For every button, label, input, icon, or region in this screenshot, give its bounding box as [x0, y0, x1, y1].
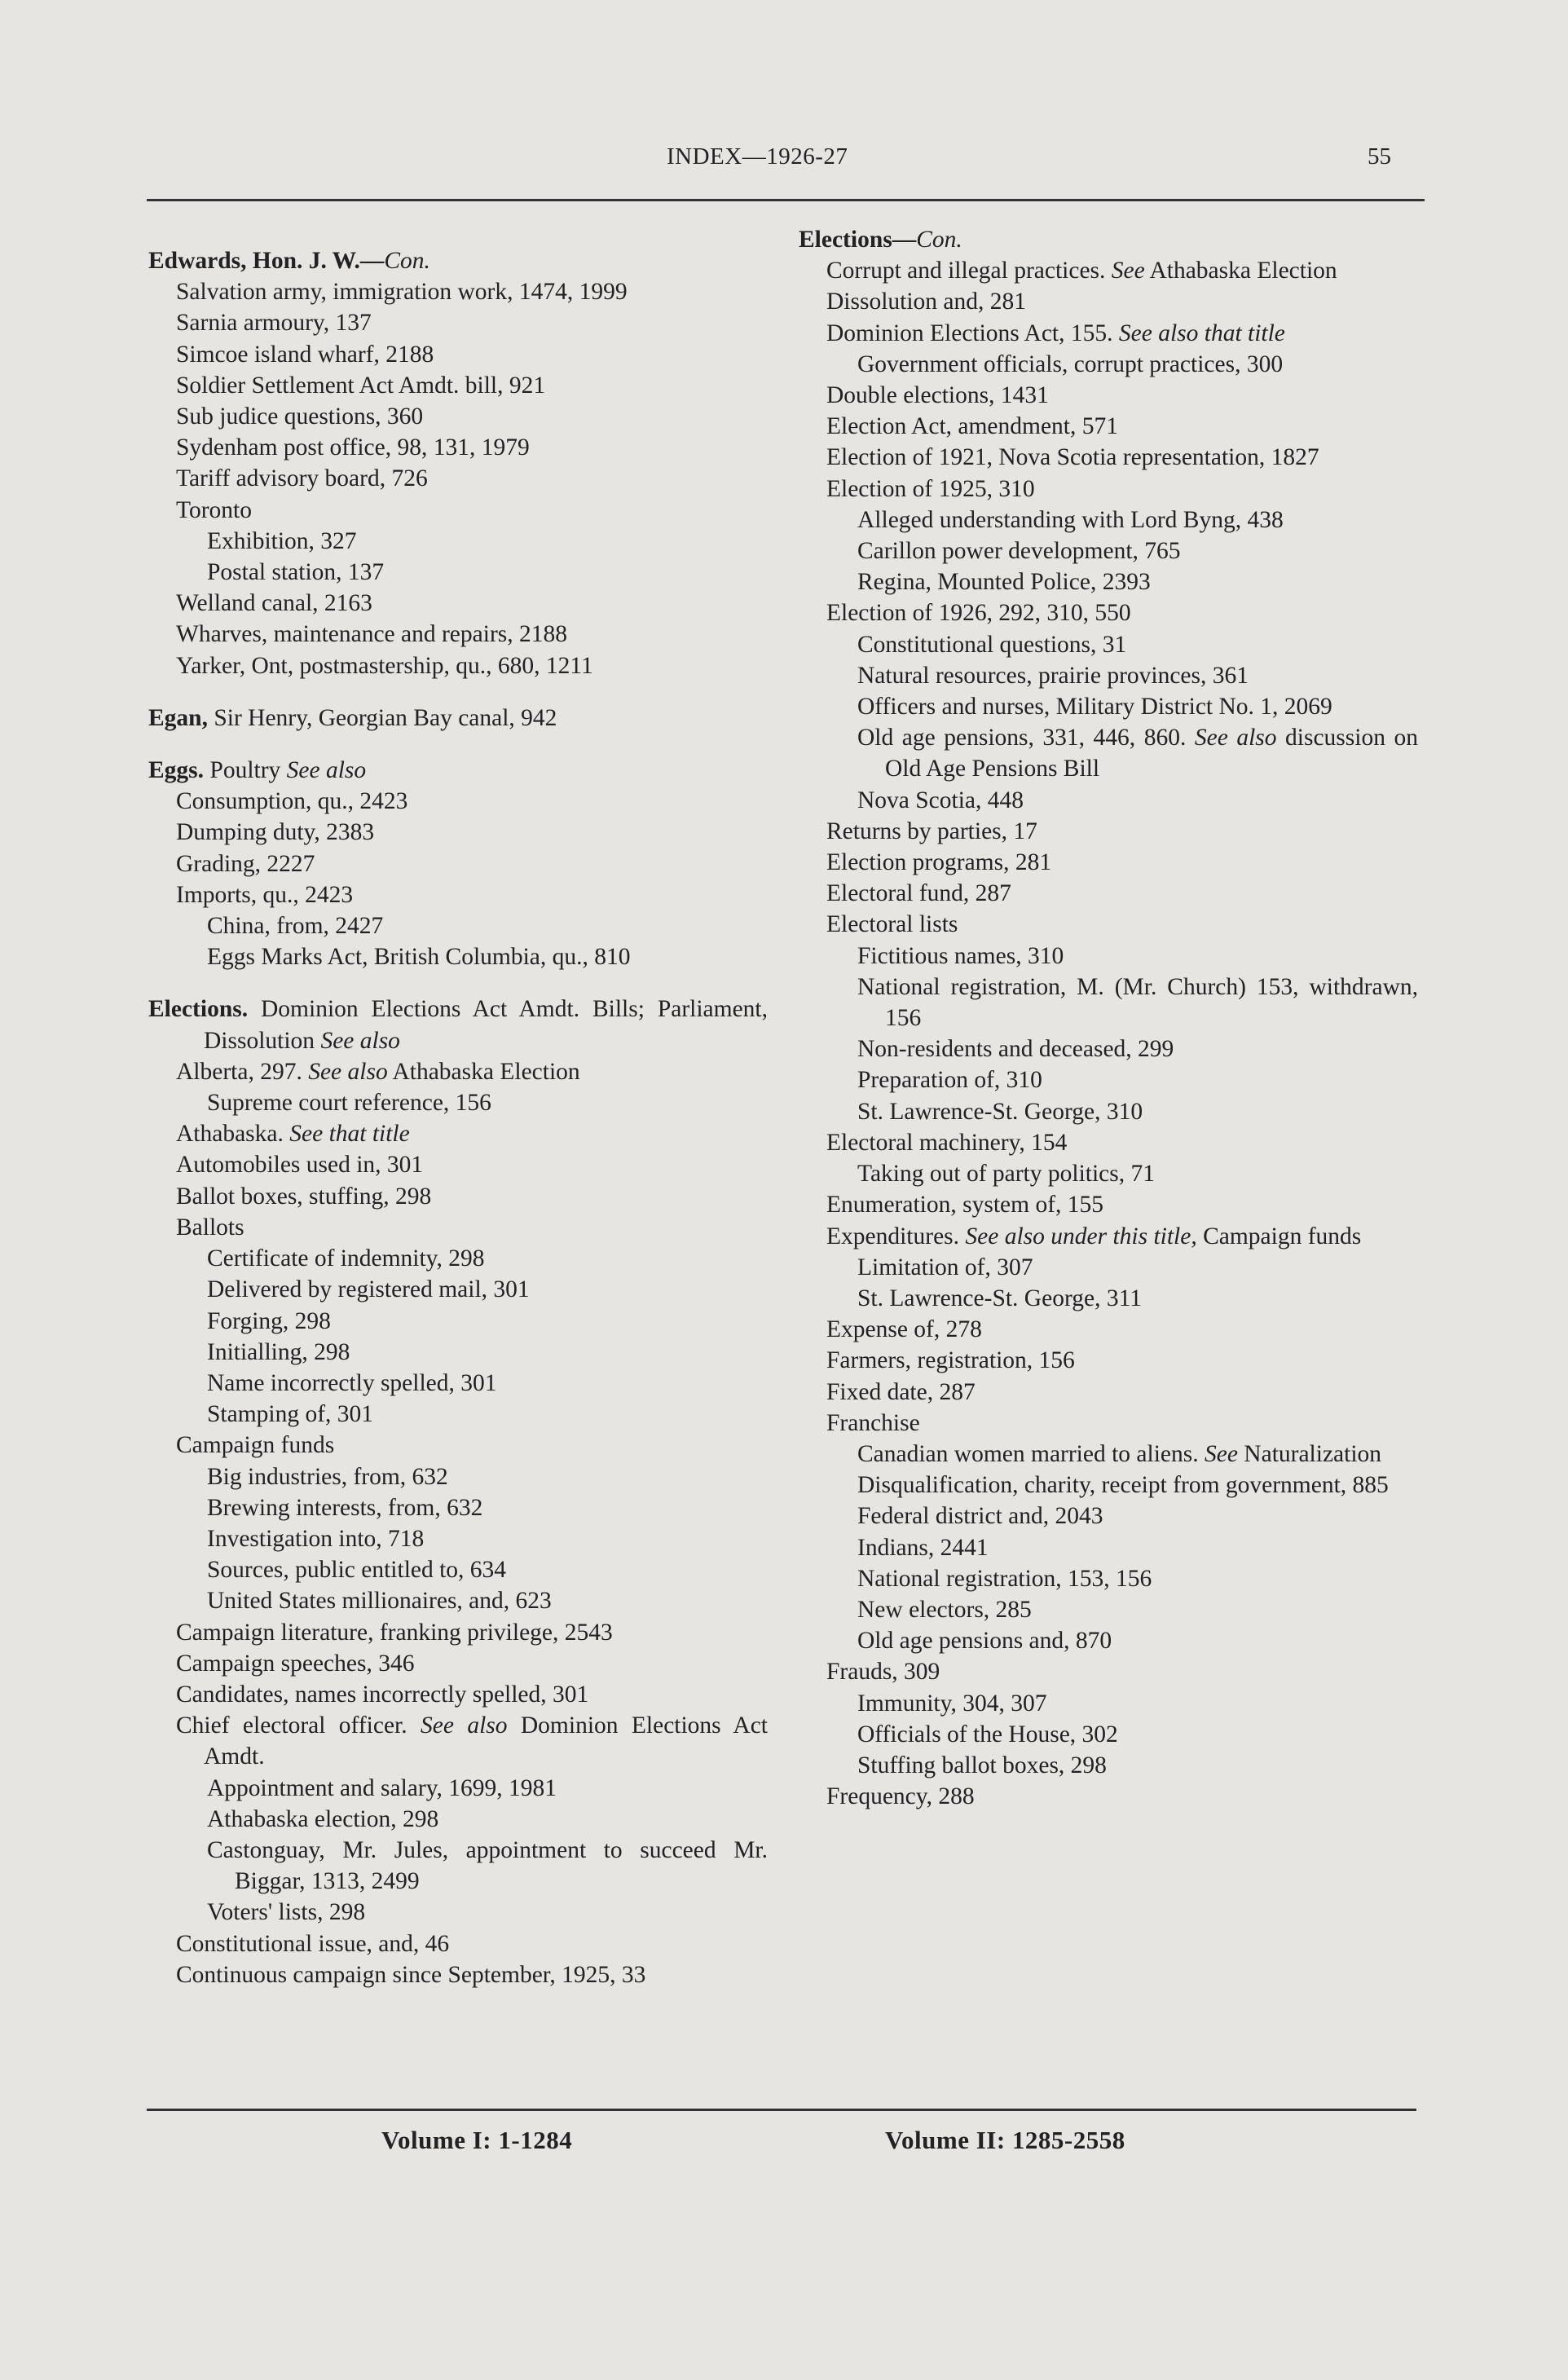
- index-subentry: [799, 286, 1418, 317]
- index-subentry: [148, 401, 768, 432]
- heading-bold-text: Eggs.: [148, 757, 205, 784]
- index-subentry: [799, 411, 1418, 442]
- index-subsubentry: [799, 1158, 1418, 1189]
- index-subsubentry: [148, 1243, 768, 1274]
- entry-text: Constitutional issue, and, 46: [176, 1930, 450, 1957]
- entry-text: Supreme court reference, 156: [207, 1090, 491, 1117]
- index-subsubentry: [148, 1306, 768, 1337]
- index-subentry: [799, 847, 1418, 878]
- entry-text: Frauds, 309: [826, 1659, 940, 1686]
- entry-text: Corrupt and illegal practices.: [826, 258, 1106, 284]
- entry-cross-reference: See also: [1186, 725, 1277, 751]
- header-rule: [147, 199, 1425, 201]
- entry-text: Regina, Mounted Police, 2393: [857, 569, 1151, 596]
- entry-text: Officers and nurses, Military District No. 1, 2069: [857, 694, 1332, 721]
- index-subsubentry: [799, 1096, 1418, 1127]
- index-subentry: [799, 1189, 1418, 1220]
- index-subsubentry: [799, 1501, 1418, 1532]
- index-subentry: [148, 1959, 768, 1990]
- page-number: 55: [1368, 143, 1391, 170]
- index-subsubentry: [148, 1399, 768, 1430]
- footer-volume-1: Volume I: 1-1284: [381, 2126, 573, 2154]
- entry-text-continued: discussion on Old Age Pensions Bill: [885, 725, 1418, 782]
- entry-text-continued: Athabaska Election: [387, 1058, 580, 1085]
- entry-text: Imports, qu., 2423: [176, 881, 354, 908]
- entry-text: Appointment and salary, 1699, 1981: [207, 1774, 557, 1801]
- entry-cross-reference: See also that title: [1112, 320, 1285, 346]
- entry-text: Postal station, 137: [207, 559, 385, 586]
- index-subsubentry: [148, 1337, 768, 1368]
- entry-text: Exhibition, 327: [207, 527, 357, 554]
- index-subsubentry: [148, 526, 768, 557]
- entry-text: Electoral machinery, 154: [826, 1129, 1068, 1156]
- entry-text: Electoral fund, 287: [826, 880, 1011, 907]
- entry-text: Yarker, Ont, postmastership, qu., 680, 1211: [176, 652, 593, 679]
- index-subsubentry: [799, 691, 1418, 722]
- index-subsubentry: [148, 1461, 768, 1492]
- index-subentry: [799, 255, 1418, 286]
- entry-cross-reference: See also: [280, 757, 367, 784]
- entry-text: Fixed date, 287: [826, 1378, 976, 1405]
- entry-text: Salvation army, immigration work, 1474, 1999: [176, 279, 628, 306]
- index-subsubentry: [799, 941, 1418, 972]
- index-subentry: [799, 816, 1418, 847]
- entry-text: Election of 1925, 310: [826, 475, 1035, 502]
- index-subentry: [799, 474, 1418, 505]
- index-subsubentry: [148, 1835, 768, 1897]
- heading-bold-text: Edwards, Hon. J. W.—: [148, 248, 385, 274]
- index-subentry: [799, 1314, 1418, 1345]
- entry-cross-reference: See also: [302, 1058, 388, 1085]
- index-subsubentry: [148, 1368, 768, 1399]
- index-subentry: [148, 1181, 768, 1212]
- entry-text: Forging, 298: [207, 1307, 331, 1334]
- entry-text: Sources, public entitled to, 634: [207, 1557, 507, 1584]
- index-subentry: [148, 432, 768, 463]
- entry-text: Automobiles used in, 301: [176, 1152, 424, 1179]
- index-heading: [148, 994, 768, 1056]
- heading-bold-text: Egan,: [148, 704, 208, 731]
- entry-text: Farmers, registration, 156: [826, 1347, 1075, 1374]
- entry-text: Taking out of party politics, 71: [857, 1161, 1155, 1188]
- index-subentry: [799, 442, 1418, 473]
- entry-text: Disqualification, charity, receipt from government, 885: [857, 1472, 1389, 1499]
- index-subsubentry: [799, 785, 1418, 816]
- entry-text: Dissolution and, 281: [826, 289, 1027, 315]
- index-subentry: [799, 1377, 1418, 1408]
- entry-text: Dumping duty, 2383: [176, 819, 375, 846]
- entry-text: Double elections, 1431: [826, 382, 1049, 409]
- entry-text: Election programs, 281: [826, 849, 1052, 876]
- entry-text: Election Act, amendment, 571: [826, 413, 1119, 440]
- index-subsubentry: [148, 1087, 768, 1118]
- index-subsubentry: [799, 505, 1418, 536]
- index-subsubentry: [148, 1274, 768, 1305]
- index-subentry: [148, 1928, 768, 1959]
- entry-text: St. Lawrence-St. George, 310: [857, 1098, 1143, 1125]
- index-subsubentry: [799, 536, 1418, 566]
- footer-rule: [147, 2109, 1416, 2111]
- entry-text: National registration, M. (Mr. Church) 153, withdrawn, 156: [857, 973, 1418, 1032]
- index-subentry: [148, 650, 768, 681]
- entry-text: Athabaska.: [176, 1121, 284, 1148]
- entry-text: Delivered by registered mail, 301: [207, 1276, 530, 1303]
- entry-text: Alberta, 297.: [176, 1058, 302, 1085]
- index-subsubentry: [148, 1585, 768, 1616]
- entry-text: Federal district and, 2043: [857, 1503, 1103, 1530]
- entry-text: Brewing interests, from, 632: [207, 1494, 483, 1521]
- entry-text: Soldier Settlement Act Amdt. bill, 921: [176, 372, 546, 399]
- entry-text: Stamping of, 301: [207, 1401, 374, 1428]
- index-subsubentry: [799, 1532, 1418, 1563]
- index-subentry: [148, 619, 768, 650]
- entry-text: Continuous campaign since September, 1925, 33: [176, 1961, 646, 1988]
- entry-text: Stuffing ballot boxes, 298: [857, 1752, 1107, 1778]
- index-subsubentry: [799, 629, 1418, 660]
- entry-cross-reference: Con.: [916, 227, 962, 253]
- index-subentry: [148, 463, 768, 494]
- entry-text: Preparation of, 310: [857, 1067, 1042, 1094]
- entry-cross-reference: See that title: [283, 1121, 410, 1148]
- entry-text: National registration, 153, 156: [857, 1565, 1152, 1592]
- index-subentry: [148, 1056, 768, 1087]
- index-subentry: [799, 597, 1418, 628]
- entry-text: Canadian women married to aliens.: [857, 1440, 1199, 1467]
- index-heading: [148, 245, 768, 276]
- entry-text: Dominion Elections Act, 155.: [826, 320, 1113, 346]
- index-subsubentry: [148, 1523, 768, 1554]
- entry-text: Old age pensions, 331, 446, 860.: [857, 725, 1187, 751]
- index-subentry: [148, 1430, 768, 1461]
- index-subentry: [148, 1212, 768, 1243]
- entry-text: Franchise: [826, 1409, 920, 1436]
- entry-text: Ballots: [176, 1214, 244, 1241]
- entry-text: Carillon power development, 765: [857, 538, 1181, 565]
- index-subsubentry: [799, 722, 1418, 784]
- index-subentry: [148, 370, 768, 401]
- index-subentry: [799, 878, 1418, 909]
- index-subentry: [148, 276, 768, 307]
- entry-text-continued: Naturalization: [1237, 1440, 1382, 1467]
- entry-text: Grading, 2227: [176, 850, 315, 877]
- entry-text: Campaign speeches, 346: [176, 1650, 415, 1677]
- entry-text: Limitation of, 307: [857, 1254, 1033, 1280]
- entry-text: Sydenham post office, 98, 131, 1979: [176, 434, 530, 461]
- entry-cross-reference: See: [1105, 258, 1145, 284]
- index-subsubentry: [799, 1034, 1418, 1064]
- entry-text: Expense of, 278: [826, 1316, 982, 1343]
- index-subentry: [799, 1408, 1418, 1439]
- entry-cross-reference: See also: [315, 1027, 400, 1054]
- entry-cross-reference: See also under this title,: [959, 1223, 1197, 1250]
- entry-text: Returns by parties, 17: [826, 818, 1037, 844]
- index-subsubentry: [148, 1897, 768, 1928]
- index-subsubentry: [799, 1719, 1418, 1750]
- index-subsubentry: [799, 972, 1418, 1034]
- index-subentry: [148, 1149, 768, 1180]
- entry-text: Big industries, from, 632: [207, 1463, 448, 1490]
- entry-text-continued: Athabaska Election: [1144, 258, 1337, 284]
- index-subsubentry: [799, 1563, 1418, 1594]
- index-subentry: [148, 879, 768, 910]
- index-subsubentry: [799, 1625, 1418, 1656]
- entry-text: Toronto: [176, 496, 252, 523]
- entry-text: Certificate of indemnity, 298: [207, 1245, 485, 1272]
- index-subsubentry: [799, 1688, 1418, 1719]
- index-subsubentry: [148, 1492, 768, 1523]
- entry-text: China, from, 2427: [207, 913, 384, 940]
- index-subsubentry: [799, 566, 1418, 597]
- entry-text: Name incorrectly spelled, 301: [207, 1369, 497, 1396]
- index-subentry: [148, 817, 768, 848]
- index-subsubentry: [799, 660, 1418, 691]
- index-subentry: [148, 1118, 768, 1149]
- running-header-title: INDEX—1926-27: [667, 143, 848, 170]
- entry-text: Poultry: [204, 757, 281, 784]
- entry-text: Welland canal, 2163: [176, 590, 372, 617]
- index-subsubentry: [148, 1554, 768, 1585]
- entry-text: Consumption, qu., 2423: [176, 788, 408, 815]
- entry-text: Electoral lists: [826, 911, 958, 938]
- index-subsubentry: [148, 910, 768, 941]
- index-subsubentry: [799, 349, 1418, 380]
- heading-bold-text: Elections.: [148, 996, 249, 1023]
- entry-text: Simcoe island wharf, 2188: [176, 341, 434, 368]
- index-subsubentry: [799, 1470, 1418, 1501]
- entry-text: Election of 1926, 292, 310, 550: [826, 600, 1131, 627]
- index-subsubentry: [148, 1804, 768, 1835]
- entry-text: Athabaska election, 298: [207, 1805, 439, 1832]
- entry-text: Constitutional questions, 31: [857, 631, 1127, 658]
- entry-text: Initialling, 298: [207, 1338, 350, 1365]
- entry-text: Eggs Marks Act, British Columbia, qu., 810: [207, 944, 631, 971]
- entry-text: New electors, 285: [857, 1596, 1032, 1623]
- index-subentry: [148, 495, 768, 526]
- entry-text: Officials of the House, 302: [857, 1721, 1118, 1748]
- index-heading: [799, 224, 1418, 255]
- index-subentry: [799, 380, 1418, 411]
- index-subsubentry: [799, 1439, 1418, 1470]
- index-subentry: [148, 588, 768, 619]
- entry-text: Campaign literature, franking privilege, 2543: [176, 1619, 613, 1646]
- entry-text: Frequency, 288: [826, 1783, 975, 1810]
- entry-text: Dominion Elections Act Amdt. Bills; Parliament, Dissolution: [204, 996, 768, 1054]
- index-subentry: [799, 1345, 1418, 1376]
- index-subentry: [799, 318, 1418, 349]
- index-subentry: [799, 1656, 1418, 1687]
- entry-text: Enumeration, system of, 155: [826, 1192, 1104, 1219]
- index-subentry: [148, 339, 768, 370]
- entry-text: Expenditures.: [826, 1223, 960, 1250]
- entry-text: Wharves, maintenance and repairs, 2188: [176, 621, 567, 648]
- index-column-left: [148, 224, 768, 1990]
- entry-text: Sir Henry, Georgian Bay canal, 942: [207, 704, 557, 731]
- index-subentry: [148, 307, 768, 338]
- index-subsubentry: [799, 1283, 1418, 1314]
- index-subentry: [799, 1221, 1418, 1252]
- index-heading: [148, 703, 768, 734]
- entry-text: Election of 1921, Nova Scotia representation, 1827: [826, 444, 1319, 471]
- entry-text: Non-residents and deceased, 299: [857, 1036, 1174, 1063]
- entry-text: Candidates, names incorrectly spelled, 301: [176, 1681, 589, 1708]
- index-subsubentry: [799, 1064, 1418, 1095]
- index-subentry: [799, 1127, 1418, 1158]
- index-subentry: [148, 1710, 768, 1772]
- entry-text: St. Lawrence-St. George, 311: [857, 1285, 1142, 1311]
- index-subsubentry: [799, 1750, 1418, 1781]
- entry-text: Sarnia armoury, 137: [176, 310, 372, 337]
- entry-text: Ballot boxes, stuffing, 298: [176, 1183, 432, 1210]
- index-subentry: [148, 1648, 768, 1679]
- entry-text: United States millionaires, and, 623: [207, 1588, 552, 1615]
- index-subsubentry: [148, 557, 768, 588]
- footer-volume-2: Volume II: 1285-2558: [885, 2126, 1125, 2154]
- entry-text: Natural resources, prairie provinces, 361: [857, 662, 1249, 689]
- entry-text: Campaign funds: [176, 1432, 335, 1459]
- index-subentry: [148, 786, 768, 817]
- index-subsubentry: [799, 1252, 1418, 1283]
- index-subentry: [148, 1679, 768, 1710]
- entry-text-continued: Campaign funds: [1196, 1223, 1362, 1250]
- index-subentry: [148, 848, 768, 879]
- entry-text: Indians, 2441: [857, 1534, 989, 1561]
- entry-text: Sub judice questions, 360: [176, 403, 424, 430]
- index-subentry: [799, 1781, 1418, 1812]
- index-heading: [148, 755, 768, 786]
- index-subentry: [799, 909, 1418, 940]
- index-subsubentry: [148, 1773, 768, 1804]
- entry-text: Old age pensions and, 870: [857, 1628, 1112, 1655]
- entry-text: Investigation into, 718: [207, 1525, 425, 1552]
- entry-cross-reference: Con.: [384, 248, 430, 274]
- index-column-right: [799, 224, 1418, 1812]
- entry-text: Castonguay, Mr. Jules, appointment to succeed Mr. Biggar, 1313, 2499: [207, 1836, 768, 1895]
- index-subentry: [148, 1617, 768, 1648]
- entry-cross-reference: See also: [407, 1712, 508, 1739]
- index-subsubentry: [148, 941, 768, 972]
- entry-text: Nova Scotia, 448: [857, 787, 1024, 813]
- entry-text: Immunity, 304, 307: [857, 1690, 1047, 1717]
- entry-text: Chief electoral officer.: [176, 1712, 407, 1739]
- entry-text-continued: Dominion Elections Act Amdt.: [204, 1712, 768, 1770]
- entry-text: Tariff advisory board, 726: [176, 465, 428, 492]
- entry-text: Alleged understanding with Lord Byng, 438: [857, 506, 1284, 533]
- entry-text: Fictitious names, 310: [857, 942, 1064, 969]
- heading-bold-text: Elections—: [799, 227, 917, 253]
- entry-text: Voters' lists, 298: [207, 1899, 366, 1926]
- index-subsubentry: [799, 1594, 1418, 1625]
- entry-text: Government officials, corrupt practices, 300: [857, 350, 1284, 377]
- entry-cross-reference: See: [1198, 1440, 1238, 1467]
